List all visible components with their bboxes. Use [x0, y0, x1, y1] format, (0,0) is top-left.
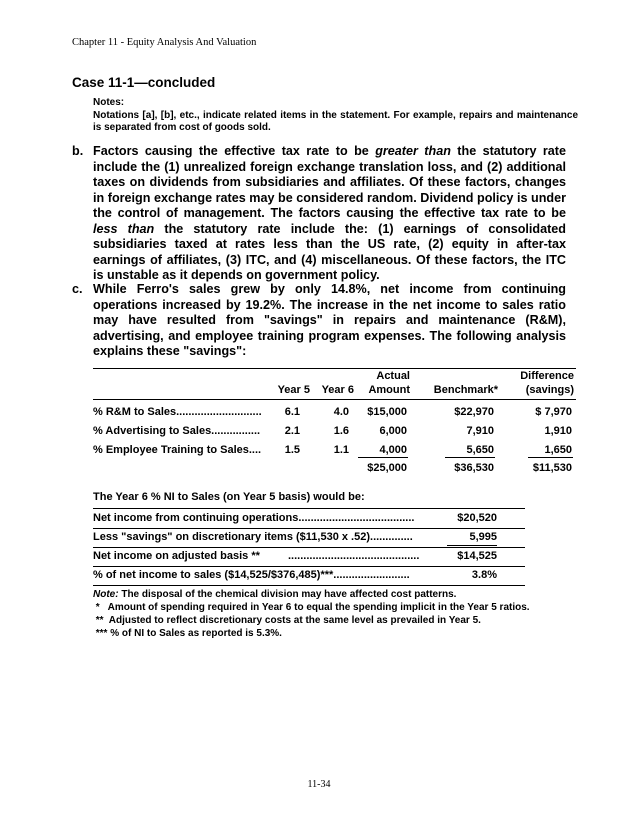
difference-sum-rule — [528, 457, 573, 458]
row-label: % R&M to Sales............................ — [93, 406, 262, 418]
footnote-1: * Amount of spending required in Year 6 to equal the spending implicit in the Year 5 ratios. — [93, 602, 530, 613]
row-label: Less "savings" on discretionary items ($11,530 x .52).............. — [93, 531, 413, 543]
cell-difference: $ 7,970 — [535, 406, 572, 418]
row-rule — [93, 547, 525, 548]
value-sum-rule — [447, 545, 497, 546]
paragraph-c-label: c. — [72, 282, 83, 296]
total-benchmark: $36,530 — [454, 462, 494, 474]
row-value: $14,525 — [457, 550, 497, 562]
total-actual: $25,000 — [367, 462, 407, 474]
page-number: 11-34 — [307, 779, 331, 790]
paragraph-c-text: While Ferro's sales grew by only 14.8%, net income from continuing operations increased by 19.2%. The increase in the net income to sales ratio may have resulted from "savings" in repairs and maintenance (R&M), advertising, and employee training program expenses. The following analysis explains these "savings": — [93, 282, 566, 358]
cell-year6: 1.6 — [333, 425, 349, 437]
cell-benchmark: 7,910 — [466, 425, 494, 437]
table-header-rule — [93, 399, 576, 400]
paragraph-b-text-1: Factors causing the effective tax rate to be — [93, 144, 376, 158]
cell-benchmark: $22,970 — [454, 406, 494, 418]
footnote-note-label: Note: — [93, 589, 119, 600]
notes-text: Notations [a], [b], etc., indicate related items in the statement. For example, repairs and maintenance is separated from cost of goods sold. — [93, 109, 578, 133]
benchmark-sum-rule — [445, 457, 495, 458]
header-actual-line2: Amount — [368, 384, 410, 396]
header-actual-line1: Actual — [376, 370, 410, 382]
notes-title: Notes: — [93, 97, 125, 108]
paragraph-b-text — [93, 144, 566, 284]
paragraph-b-emphasis-2: less than — [93, 221, 155, 236]
table2-title: The Year 6 % NI to Sales (on Year 5 basis) would be: — [93, 491, 365, 503]
row-label: % Employee Training to Sales.... — [93, 444, 262, 456]
cell-year6: 1.1 — [333, 444, 349, 456]
cell-year6: 4.0 — [333, 406, 349, 418]
cell-year5: 1.5 — [284, 444, 300, 456]
row-value: $20,520 — [457, 512, 497, 524]
actual-sum-rule — [358, 457, 408, 458]
cell-difference: 1,650 — [544, 444, 572, 456]
cell-actual: 4,000 — [379, 444, 407, 456]
row-leader-dots: ........................................... — [288, 550, 420, 562]
header-year6: Year 6 — [321, 384, 354, 396]
footnote-2: ** Adjusted to reflect discretionary costs at the same level as prevailed in Year 5. — [93, 615, 481, 626]
paragraph-b-emphasis-1: greater than — [375, 144, 451, 158]
total-difference: $11,530 — [532, 462, 572, 474]
row-label: Net income on adjusted basis ** — [93, 550, 260, 562]
footnote-note — [93, 589, 456, 600]
row-label: % Advertising to Sales................ — [93, 425, 261, 437]
footnote-note-text: The disposal of the chemical division may have affected cost patterns. — [118, 589, 457, 600]
header-difference-line1: Difference — [520, 370, 574, 382]
row-label: Net income from continuing operations...................................... — [93, 512, 415, 524]
paragraph-b-label: b. — [72, 144, 84, 158]
paragraph-c — [72, 282, 566, 360]
cell-benchmark: 5,650 — [466, 444, 494, 456]
table-top-rule — [93, 368, 576, 369]
cell-year5: 6.1 — [284, 406, 300, 418]
row-rule — [93, 566, 525, 567]
header-year5: Year 5 — [277, 384, 310, 396]
cell-year5: 2.1 — [284, 425, 300, 437]
paragraph-b — [72, 144, 566, 284]
cell-actual: 6,000 — [379, 425, 407, 437]
footnote-3: *** % of NI to Sales as reported is 5.3%. — [93, 628, 282, 639]
row-value: 5,995 — [469, 531, 497, 543]
header-difference-line2: (savings) — [525, 384, 574, 396]
case-title: Case 11-1—concluded — [72, 75, 216, 90]
row-rule — [93, 528, 525, 529]
row-label: % of net income to sales ($14,525/$376,485)***......................... — [93, 569, 410, 581]
table2-top-rule — [93, 508, 525, 509]
cell-actual: $15,000 — [367, 406, 407, 418]
notes-block — [93, 97, 578, 135]
paragraph-b-text-2: the statutory rate include the (1) unrealized foreign exchange translation loss, and (2) additional taxes on dividends from subsidiaries and affiliates. Of these factors, changes in foreign exchange rates may be considered random. Dividend policy is under the control of management. The factors causing the effective tax rate to be — [93, 144, 566, 220]
row-value: 3.8% — [471, 569, 497, 581]
cell-difference: 1,910 — [544, 425, 572, 437]
row-rule — [93, 585, 525, 586]
header-benchmark: Benchmark* — [433, 384, 498, 396]
running-header: Chapter 11 - Equity Analysis And Valuation — [72, 37, 257, 48]
paragraph-b-text-3: the statutory rate include the: (1) earnings of consolidated subsidiaries taxed at rates less than the US rate, (2) equity in after-tax earnings of affiliates, (3) ITC, and (4) miscellaneous. Of these factors, the ITC is unstable as it depends on government policy. — [93, 221, 567, 282]
